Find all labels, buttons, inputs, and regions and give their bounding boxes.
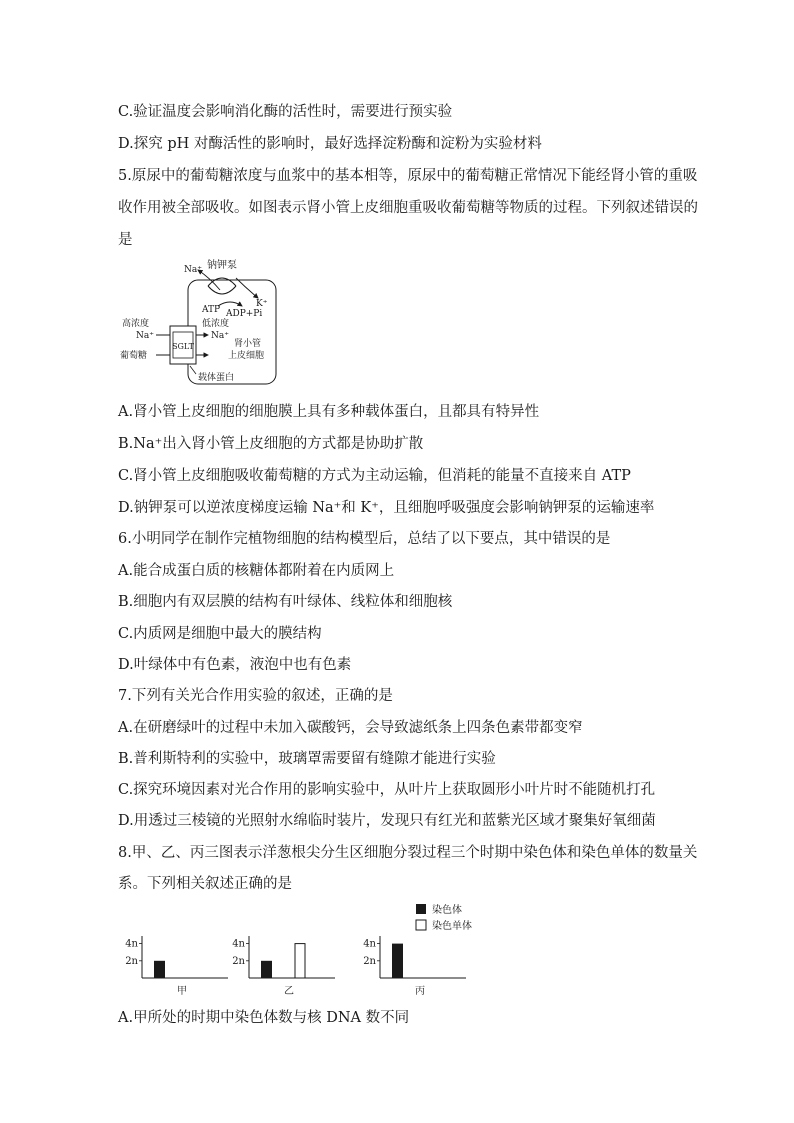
low-conc-label: 低浓度 [202,319,230,329]
cell-name-line2: 上皮细胞 [228,351,265,361]
k-label: K⁺ [256,299,268,309]
text-line: D.钠钾泵可以逆浓度梯度运输 Na⁺和 K⁺，且细胞呼吸强度会影响钠钾泵的运输速率 [118,500,655,516]
text-line: A.甲所处的时期中染色体数与核 DNA 数不同 [118,1010,410,1026]
legend-swatch-chromatid [416,920,426,930]
text-line: C.探究环境因素对光合作用的影响实验中，从叶片上获取圆形小叶片时不能随机打孔 [118,782,656,798]
cell-membrane [188,280,276,384]
text-line: B.Na⁺出入肾小管上皮细胞的方式都是协助扩散 [118,436,424,452]
y-tick-label: 2n [363,955,376,967]
panel-label: 丙 [415,986,425,997]
text-line: D.探究 pH 对酶活性的影响时，最好选择淀粉酶和淀粉为实验材料 [118,136,542,152]
atp-label: ATP [202,305,221,315]
pump-label: 钠钾泵 [207,260,237,271]
y-tick-label: 4n [125,938,138,950]
text-line: 收作用被全部吸收。如图表示肾小管上皮细胞重吸收葡萄糖等物质的过程。下列叙述错误的 [118,200,698,216]
chromosome-bar [392,944,403,978]
k-in-arrow [236,278,258,298]
text-line: 系。下列相关叙述正确的是 [118,876,292,892]
sglt-label: SGLT [172,342,194,351]
text-line: D.用透过三棱镜的光照射水绵临时装片，发现只有红光和蓝紫光区域才聚集好氧细菌 [118,813,656,829]
y-tick-label: 4n [363,938,376,950]
text-line: C.验证温度会影响消化酶的活性时，需要进行预实验 [118,104,453,120]
glucose-label: 葡萄糖 [120,351,148,361]
cell-name-line1: 肾小管 [234,339,262,349]
text-line: 7.下列有关光合作用实验的叙述，正确的是 [118,688,393,704]
adp-label: ADP+Pi [226,309,263,319]
na-inside-label: Na⁺ [211,331,229,341]
na-left-label: Na⁺ [136,331,154,341]
text-line: A.在研磨绿叶的过程中未加入碳酸钙，会导致滤纸条上四条色素带都变窄 [118,720,583,736]
na-top-label: Na⁺ [184,265,202,275]
chromosome-bar-charts [118,898,498,1000]
text-line: 6.小明同学在制作完植物细胞的结构模型后，总结了以下要点，其中错误的是 [118,531,611,547]
carrier-label: 载体蛋白 [198,373,235,383]
legend-swatch-chromosome [416,904,426,914]
text-line: B.普利斯特利的实验中，玻璃罩需要留有缝隙才能进行实验 [118,751,496,767]
kidney-cell-diagram [118,254,288,388]
chromosome-bar [261,961,272,978]
chromatid-bar [295,944,305,978]
text-line: 是 [118,232,133,248]
text-line: A.能合成蛋白质的核糖体都附着在内质网上 [118,563,395,579]
y-tick-label: 4n [232,938,245,950]
text-line: B.细胞内有双层膜的结构有叶绿体、线粒体和细胞核 [118,594,453,610]
text-line: 5.原尿中的葡萄糖浓度与血浆中的基本相等，原尿中的葡萄糖正常情况下能经肾小管的重吸 [118,168,698,184]
legend-label-chromatid: 染色单体 [432,921,472,932]
pump-curve-bottom [208,286,236,294]
text-line: C.肾小管上皮细胞吸收葡萄糖的方式为主动运输，但消耗的能量不直接来自 ATP [118,468,631,484]
y-tick-label: 2n [125,955,138,967]
text-line: D.叶绿体中有色素，液泡中也有色素 [118,657,352,673]
atp-arrow [218,302,242,306]
y-tick-label: 2n [232,955,245,967]
text-line: C.内质网是细胞中最大的膜结构 [118,626,322,642]
high-conc-label: 高浓度 [122,319,150,329]
panel-label: 甲 [177,986,187,997]
legend-label-chromosome: 染色体 [432,905,462,916]
text-line: 8.甲、乙、丙三图表示洋葱根尖分生区细胞分裂过程三个时期中染色体和染色单体的数量关 [118,845,698,861]
panel-label: 乙 [284,986,294,997]
chromosome-bar [154,961,165,978]
carrier-pointer [190,366,196,374]
text-line: A.肾小管上皮细胞的细胞膜上具有多种载体蛋白，且都具有特异性 [118,404,540,420]
